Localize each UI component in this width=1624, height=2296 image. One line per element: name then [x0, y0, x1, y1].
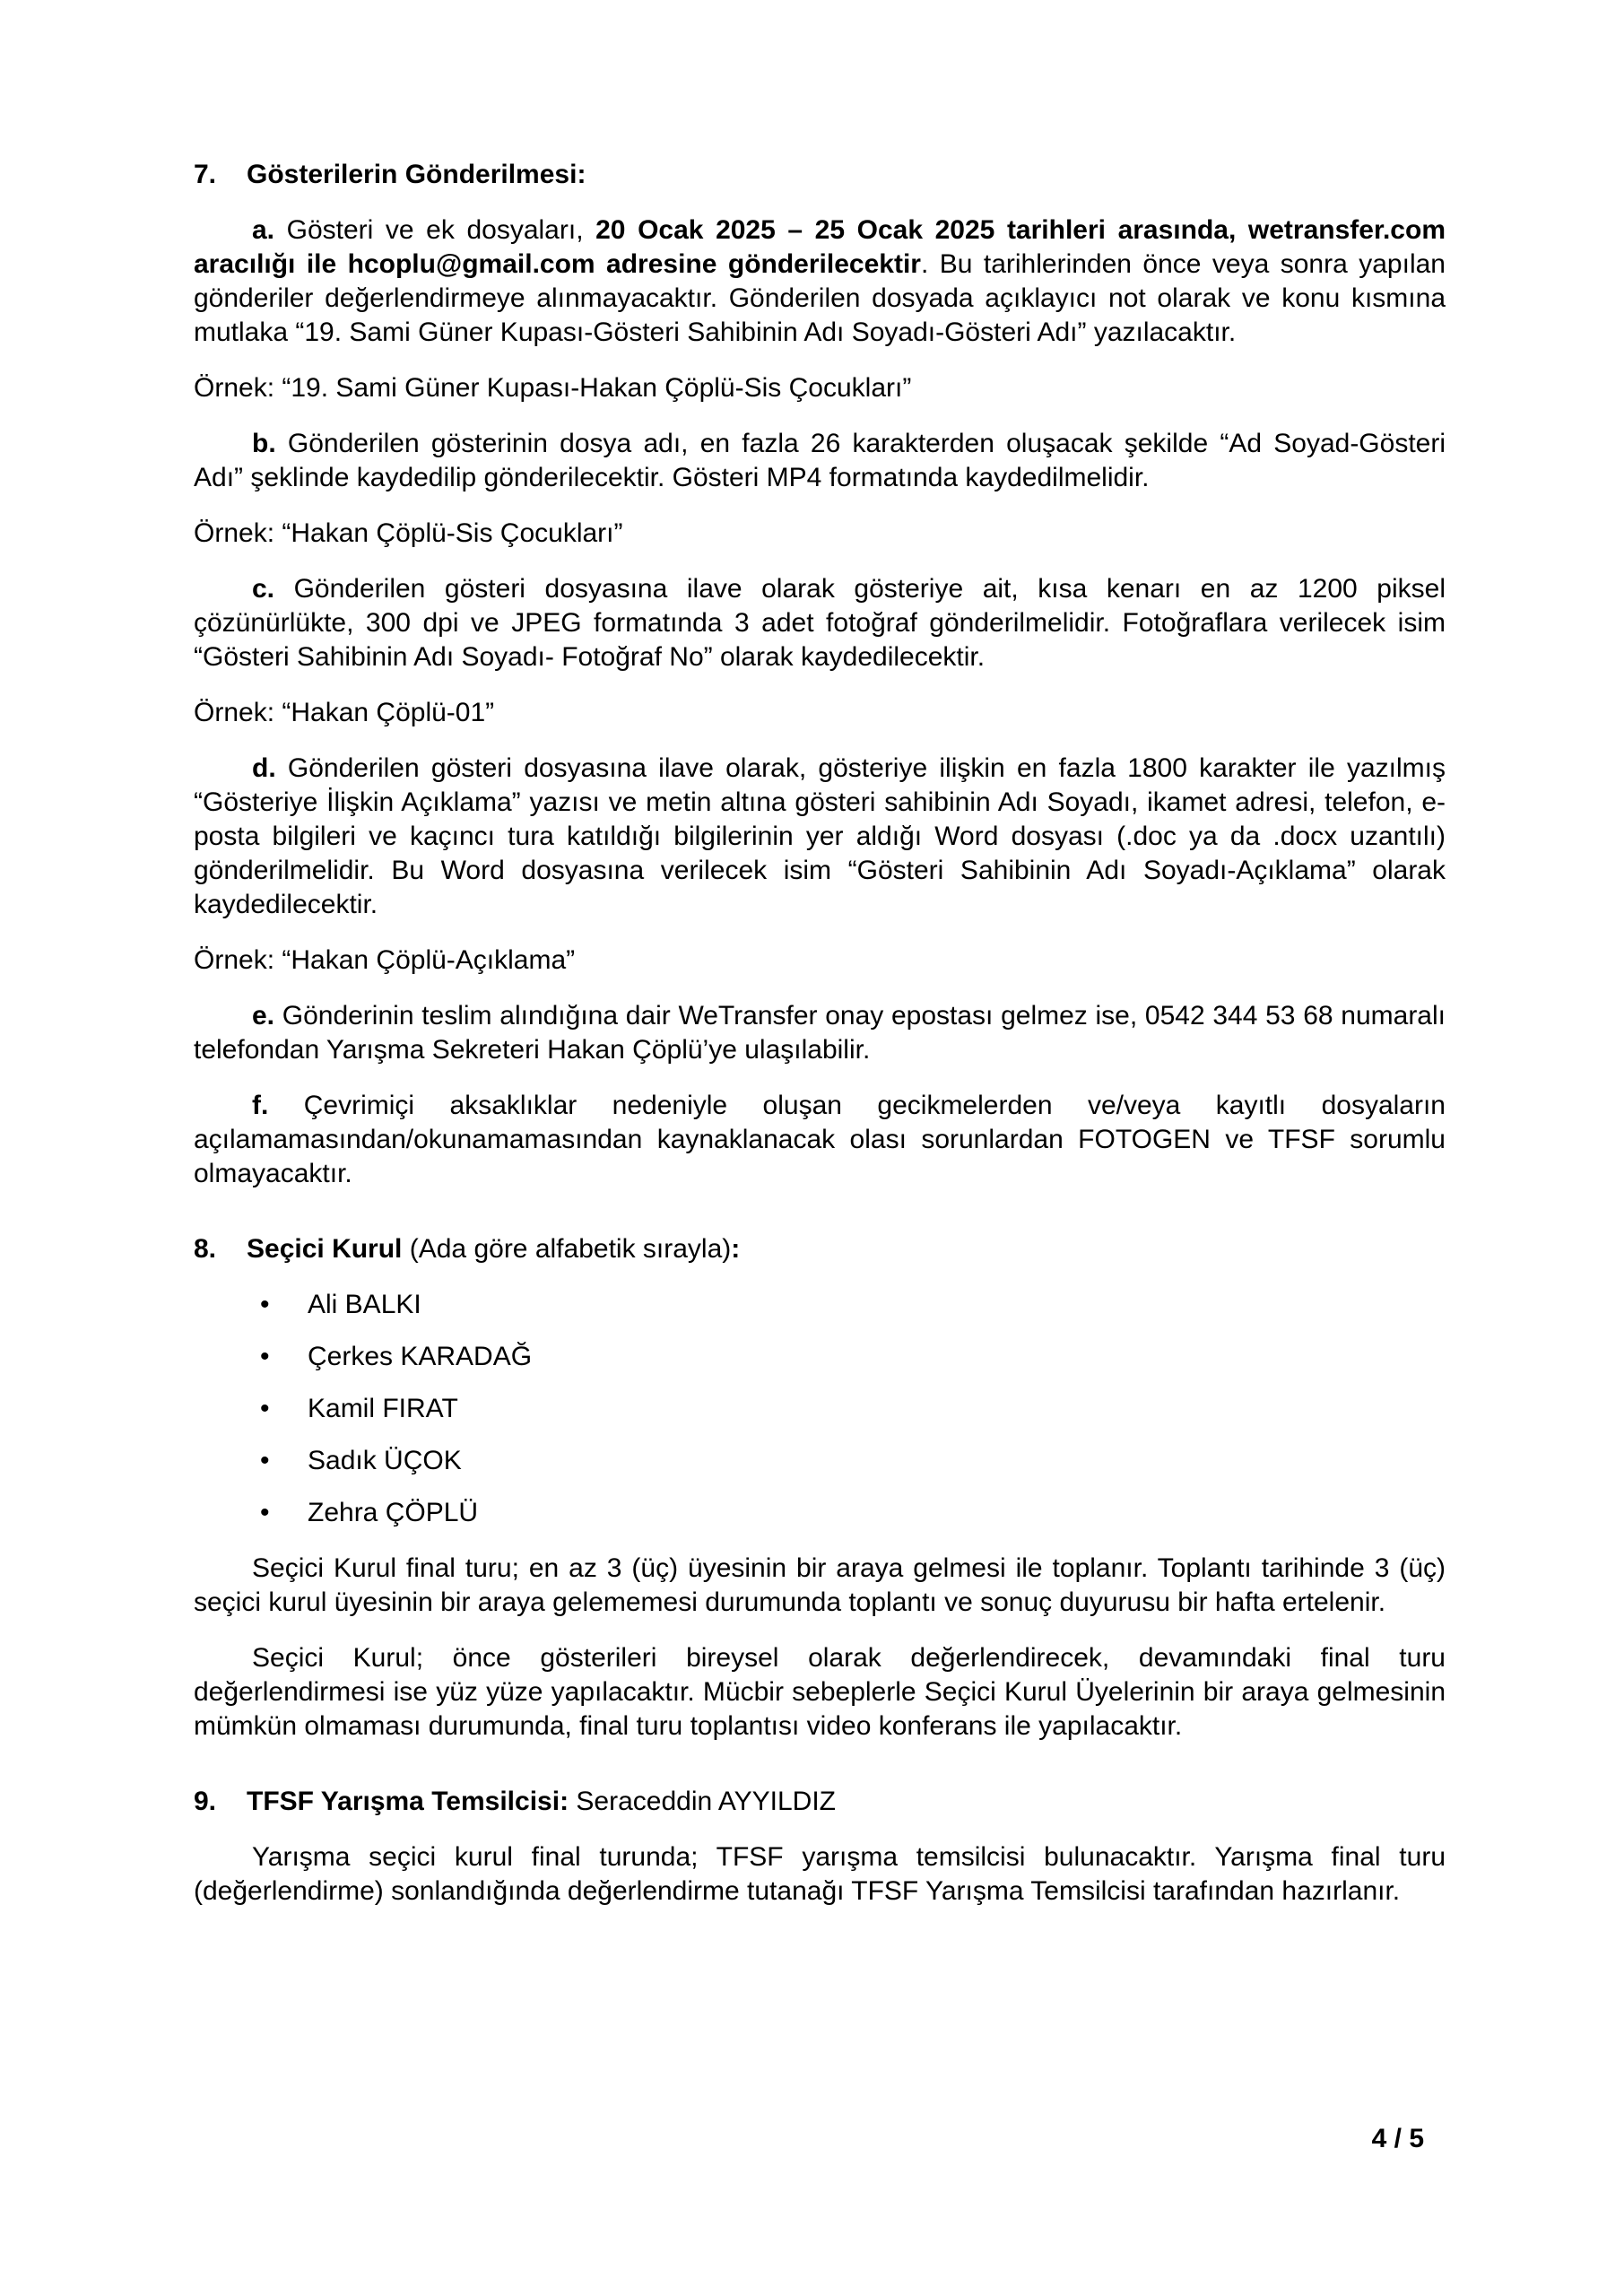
jury-list	[194, 1288, 1446, 1530]
section-9-heading	[194, 1785, 1446, 1819]
paragraph-7b	[194, 427, 1446, 495]
document-content	[194, 158, 1446, 1930]
paragraph-7a	[194, 213, 1446, 350]
jury-member: • Çerkes KARADAĞ	[194, 1340, 1446, 1374]
jury-member: • Kamil FIRAT	[194, 1392, 1446, 1426]
section-7-title: Gösterilerin Gönderilmesi:	[247, 160, 586, 189]
example-7a: Örnek: “19. Sami Güner Kupası-Hakan Çöplü-Sis Çocukları”	[194, 373, 912, 403]
section-9-colon: :	[560, 1787, 569, 1816]
paragraph-8-2: Seçici Kurul; önce gösterileri bireysel olarak değerlendirecek, devamındaki final turu değerlendirmesi ise yüz yüze yapılacaktır. Mücbir sebeplerle Seçici Kurul Üyelerinin bir araya gelmesinin mümkün olmaması durumunda, final turu toplantısı video konferans ile yapılacaktır.	[194, 1643, 1446, 1741]
page-number: 4 / 5	[1371, 2124, 1424, 2153]
paragraph-7b-text: Gönderilen gösterinin dosya adı, en fazla 26 karakterden oluşacak şekilde “Ad Soyad-Gösteri Adı” şeklinde kaydedilip gönderilecektir. Gösteri MP4 formatında kaydedilmelidir.	[194, 429, 1446, 492]
paragraph-7a-bold-dates: 20 Ocak 2025 – 25 Ocak 2025 tarihleri arasında, wetransfer.com aracılığı ile hcoplu@gmail.com adresine gönderilecektir	[194, 215, 1446, 279]
paragraph-7f	[194, 1089, 1446, 1191]
section-8-colon: :	[731, 1234, 741, 1264]
jury-member: • Zehra ÇÖPLÜ	[194, 1496, 1446, 1530]
paragraph-7f-label: f.	[252, 1091, 269, 1120]
paragraph-7d	[194, 752, 1446, 922]
example-7c: Örnek: “Hakan Çöplü-01”	[194, 698, 495, 727]
paragraph-7d-label: d.	[252, 753, 276, 783]
section-9-title: TFSF Yarışma Temsilcisi	[247, 1787, 560, 1816]
paragraph-7c-text: Gönderilen gösteri dosyasına ilave olarak gösteriye ait, kısa kenarı en az 1200 piksel çözünürlükte, 300 dpi ve JPEG formatında 3 adet fotoğraf gönderilmelidir. Fotoğraflara verilecek isim “Gösteri Sahibinin Adı Soyadı- Fotoğraf No” olarak kaydedilecektir.	[194, 574, 1446, 672]
section-8-heading	[194, 1232, 1446, 1266]
section-7-number: 7.	[194, 160, 217, 189]
section-9-value: Seraceddin AYYILDIZ	[569, 1787, 836, 1816]
paragraph-7b-label: b.	[252, 429, 276, 458]
section-9-number: 9.	[194, 1787, 217, 1816]
section-8-title: Seçici Kurul	[247, 1234, 403, 1264]
jury-member: • Sadık ÜÇOK	[194, 1444, 1446, 1478]
section-7-heading	[194, 158, 1446, 192]
paragraph-7c-label: c.	[252, 574, 275, 604]
section-8-number: 8.	[194, 1234, 217, 1264]
paragraph-7e-label: e.	[252, 1001, 275, 1031]
paragraph-9-1: Yarışma seçici kurul final turunda; TFSF yarışma temsilcisi bulunacaktır. Yarışma final turu (değerlendirme) sonlandığında değerlendirme tutanağı TFSF Yarışma Temsilcisi tarafından hazırlanır.	[194, 1842, 1446, 1906]
paragraph-7e	[194, 999, 1446, 1067]
section-8-title-note: (Ada göre alfabetik sırayla)	[402, 1234, 732, 1264]
example-7b: Örnek: “Hakan Çöplü-Sis Çocukları”	[194, 518, 623, 548]
paragraph-7a-text-rest: . Bu tarihlerinden önce veya sonra yapılan gönderiler değerlendirmeye alınmayacaktır. Gönderilen dosyada açıklayıcı not olarak ve konu kısmına mutlaka “19. Sami Güner Kupası-Gösteri Sahibinin Adı Soyadı-Gösteri Adı” yazılacaktır.	[194, 249, 1446, 347]
jury-member: • Ali BALKI	[194, 1288, 1446, 1322]
example-7d: Örnek: “Hakan Çöplü-Açıklama”	[194, 945, 576, 975]
paragraph-7d-text: Gönderilen gösteri dosyasına ilave olarak, gösteriye ilişkin en fazla 1800 karakter ile yazılmış “Gösteriye İlişkin Açıklama” yazısı ve metin altına gösteri sahibinin Adı Soyadı, ikamet adresi, telefon, e-posta bilgileri ve kaçıncı tura katıldığı bilgilerinin yer aldığı Word dosyası (.doc ya da .docx uzantılı) gönderilmelidir. Bu Word dosyasına verilecek isim “Gösteri Sahibinin Adı Soyadı-Açıklama” olarak kaydedilecektir.	[194, 753, 1446, 919]
paragraph-7f-text: Çevrimiçi aksaklıklar nedeniyle oluşan gecikmelerden ve/veya kayıtlı dosyaların açılamamasından/okunamamasından kaynaklanacak olası sorunlardan FOTOGEN ve TFSF sorumlu olmayacaktır.	[194, 1091, 1446, 1188]
paragraph-7c	[194, 572, 1446, 674]
paragraph-7a-text: Gösteri ve ek dosyaları,	[274, 215, 596, 245]
paragraph-7a-label: a.	[252, 215, 275, 245]
paragraph-8-1: Seçici Kurul final turu; en az 3 (üç) üyesinin bir araya gelmesi ile toplanır. Toplantı tarihinde 3 (üç) seçici kurul üyesinin bir araya gelememesi durumunda toplantı ve sonuç duyurusu bir hafta ertelenir.	[194, 1553, 1446, 1617]
paragraph-7e-text: Gönderinin teslim alındığına dair WeTransfer onay epostası gelmez ise, 0542 344 53 68 numaralı telefondan Yarışma Sekreteri Hakan Çöplü’ye ulaşılabilir.	[194, 1001, 1446, 1065]
